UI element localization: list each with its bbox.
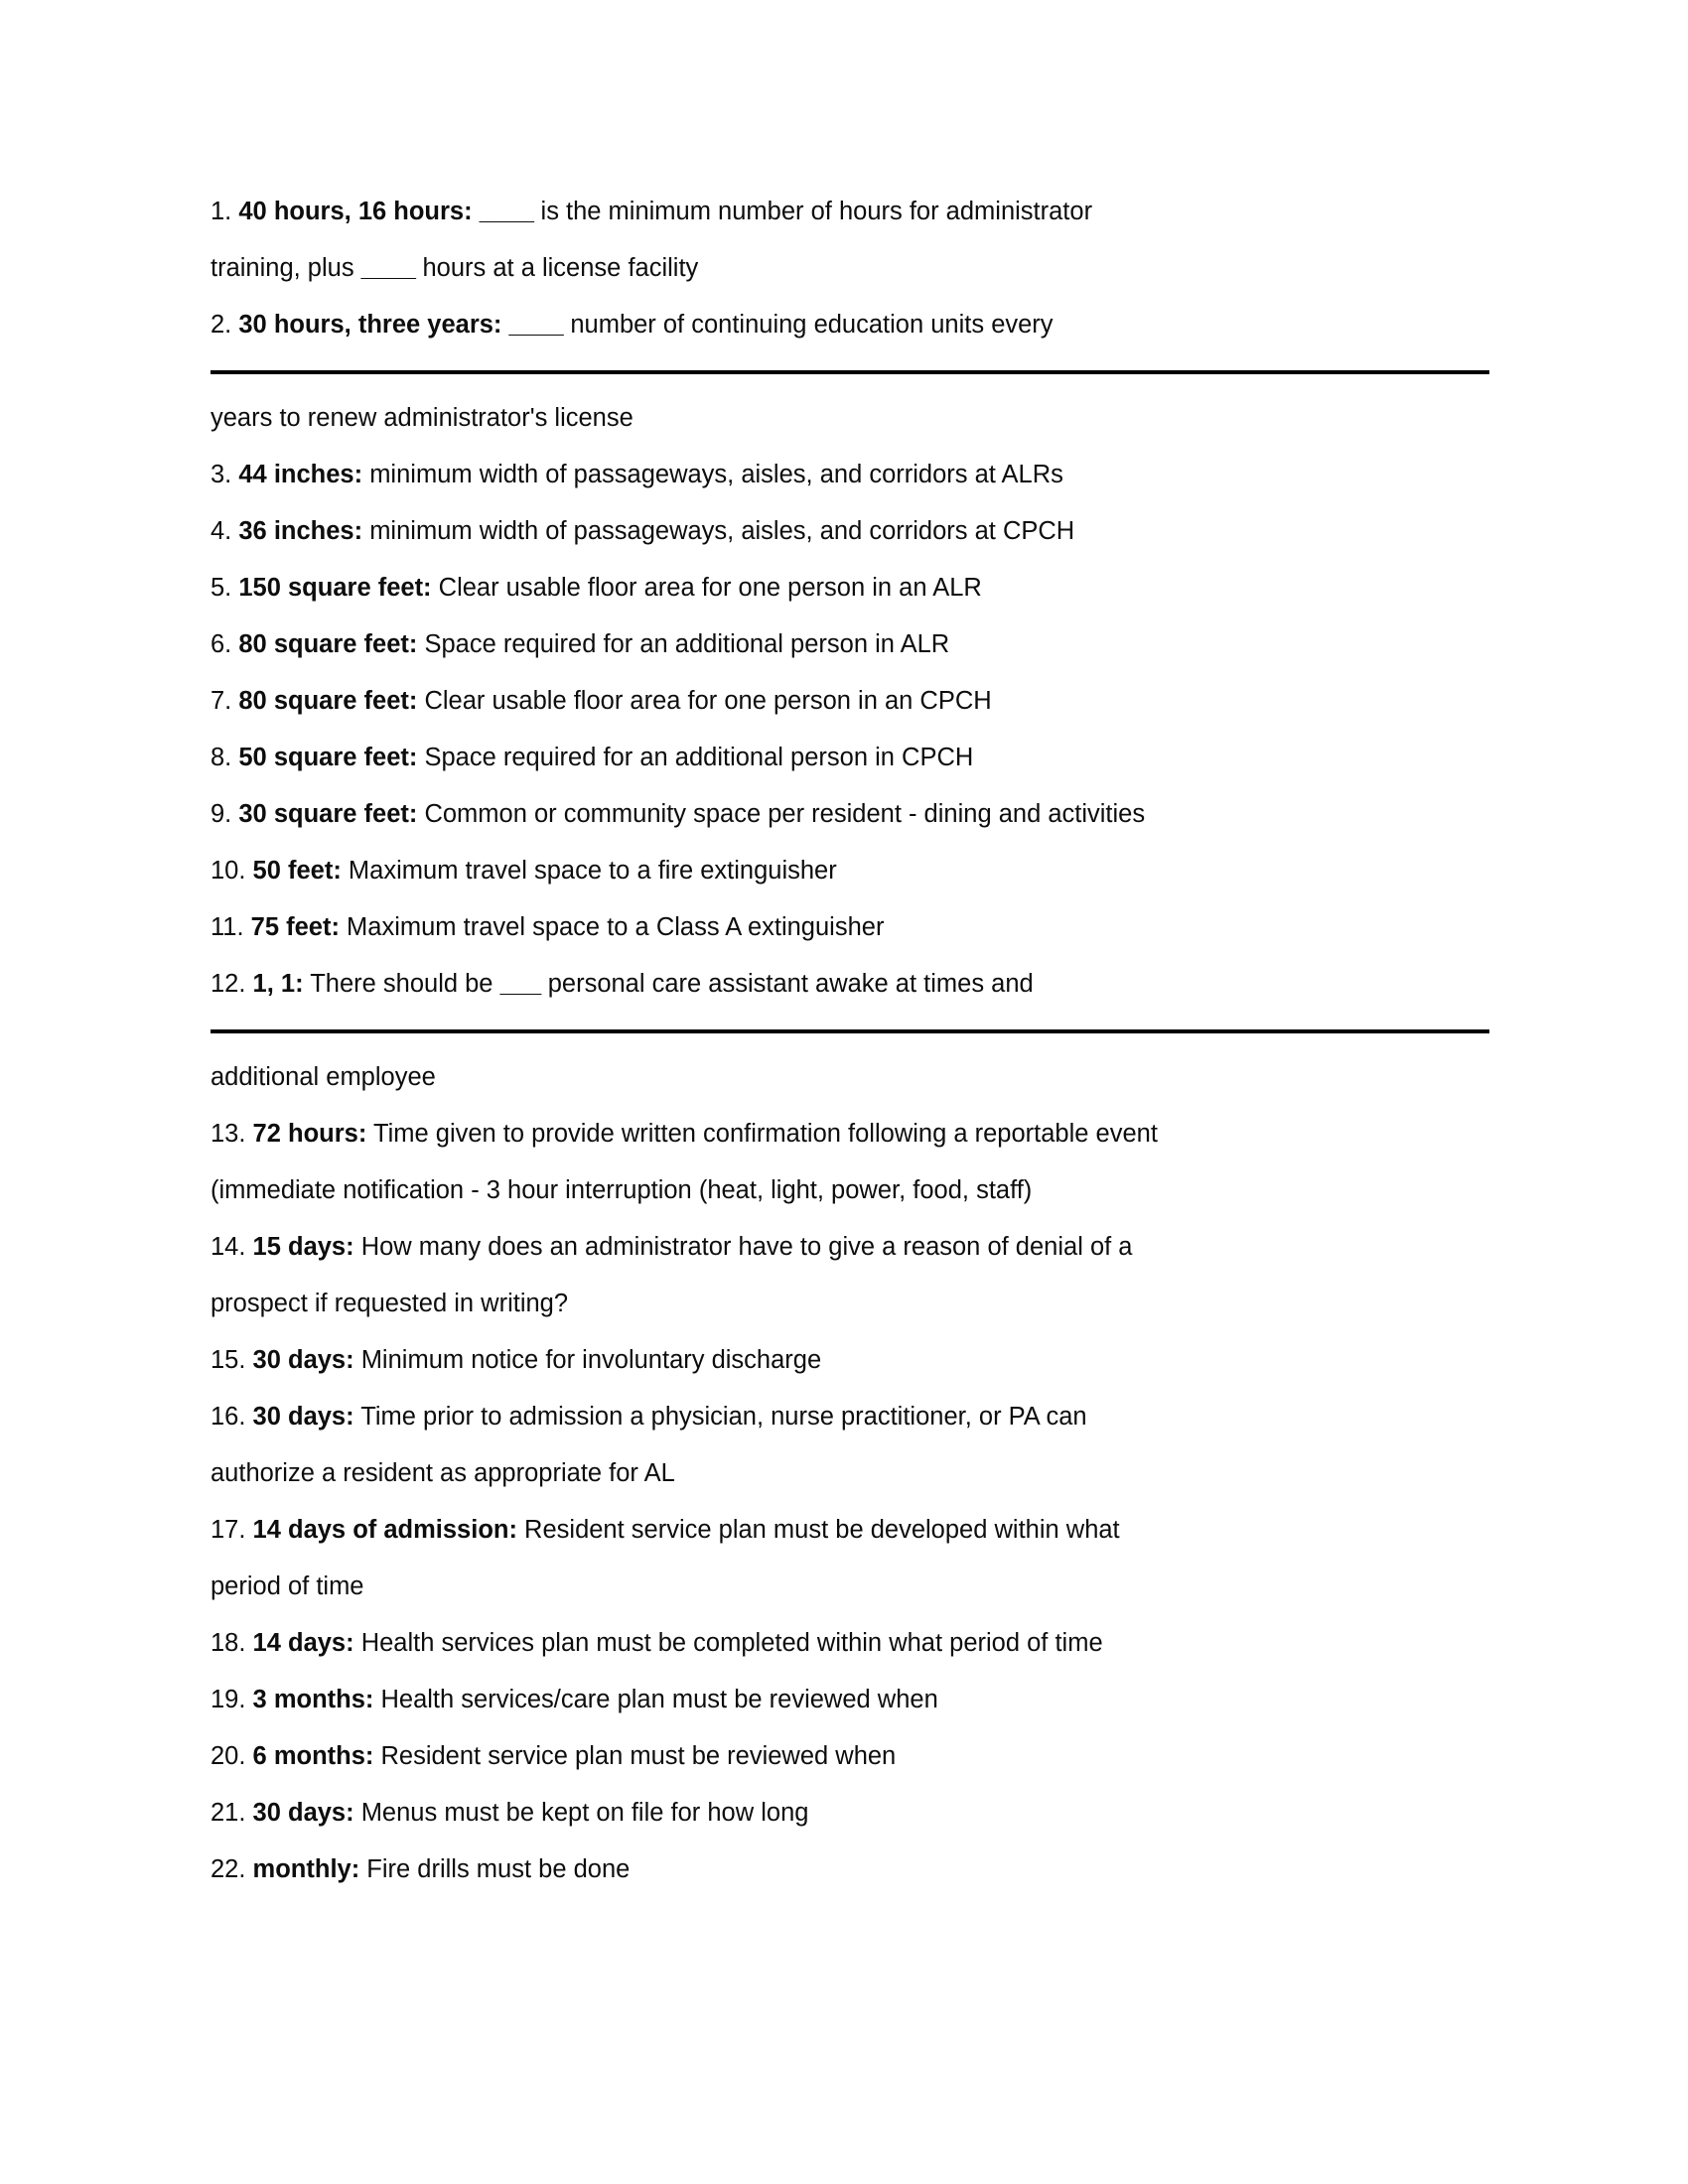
list-item-term: 6 months: (252, 1742, 374, 1770)
list-item-number: 20. (211, 1742, 246, 1770)
list-item-term: 40 hours, 16 hours: (238, 198, 473, 225)
list-item-definition: Health services plan must be completed within what period of time (353, 1629, 1103, 1657)
list-item-number: 15. (211, 1346, 246, 1374)
list-item-definition: Time prior to admission a physician, nurse practitioner, or PA can (353, 1403, 1087, 1431)
list-item (211, 843, 1489, 899)
list-item-definition: Resident service plan must be developed within what (516, 1516, 1120, 1544)
list-item-number: 16. (211, 1403, 246, 1431)
list-item (211, 616, 1489, 673)
list-item-number: 10. (211, 857, 246, 885)
continuation-text-pre: training, plus (211, 254, 361, 282)
list-item-number: 4. (211, 517, 232, 545)
list-item-term: 80 square feet: (238, 630, 418, 658)
list-item-term: 80 square feet: (238, 687, 418, 715)
list-item-number: 5. (211, 574, 232, 602)
list-item-definition: Resident service plan must be reviewed when (373, 1742, 897, 1770)
list-item-number: 9. (211, 800, 232, 828)
fill-in-blank: ____ (360, 254, 416, 282)
list-item-definition: Maximum travel space to a fire extinguisher (341, 857, 837, 885)
list-item-definition: Health services/care plan must be reviewed when (373, 1686, 938, 1713)
list-item (211, 1389, 1489, 1445)
list-item (211, 1728, 1489, 1785)
list-item-definition: Menus must be kept on file for how long (353, 1799, 809, 1827)
list-item-continuation: years to renew administrator's license (211, 404, 633, 432)
list-item-term: 30 square feet: (238, 800, 418, 828)
list-item-number: 6. (211, 630, 232, 658)
list-item-term: monthly: (252, 1855, 360, 1883)
list-item-continuation: period of time (211, 1572, 364, 1600)
list-item-number: 19. (211, 1686, 246, 1713)
list-item-number: 8. (211, 744, 232, 771)
list-item-number: 11. (211, 913, 244, 941)
list-item-definition: Time given to provide written confirmation following a reportable event (366, 1120, 1158, 1148)
list-item-definition: Clear usable floor area for one person in an ALR (431, 574, 982, 602)
list-item-definition: is the minimum number of hours for administrator (533, 198, 1093, 225)
list-item-term: 1, 1: (252, 970, 304, 998)
list-item-definition: Common or community space per resident - dining and activities (417, 800, 1146, 828)
list-item-number: 18. (211, 1629, 246, 1657)
list-item-number: 22. (211, 1855, 246, 1883)
list-item-number: 13. (211, 1120, 246, 1148)
list-item-term: 75 feet: (250, 913, 340, 941)
page-break-rule (211, 370, 1489, 374)
list-item (211, 730, 1489, 786)
list-item-term: 3 months: (252, 1686, 374, 1713)
list-item-number: 1. (211, 198, 232, 225)
list-item (211, 1332, 1489, 1389)
list-item (211, 786, 1489, 843)
list-item-term: 36 inches: (238, 517, 363, 545)
list-item-continuation: authorize a resident as appropriate for AL (211, 1459, 675, 1487)
list-item-number: 12. (211, 970, 246, 998)
list-item (211, 956, 1489, 1013)
list-item (211, 1502, 1489, 1559)
list-item (211, 1615, 1489, 1672)
fill-in-blank: ____ (508, 311, 564, 339)
list-item-term: 72 hours: (252, 1120, 367, 1148)
list-item-definition: Fire drills must be done (359, 1855, 631, 1883)
list-item-term: 50 feet: (252, 857, 342, 885)
fill-in-blank: ___ (499, 970, 541, 998)
list-item-definition: Minimum notice for involuntary discharge (353, 1346, 822, 1374)
list-item-term: 44 inches: (238, 461, 363, 488)
list-item-term: 30 hours, three years: (238, 311, 502, 339)
list-item-definition: minimum width of passageways, aisles, and corridors at ALRs (362, 461, 1063, 488)
list-item-number: 3. (211, 461, 232, 488)
list-item-term: 30 days: (252, 1346, 354, 1374)
list-item (211, 1672, 1489, 1728)
list-item (211, 1842, 1489, 1898)
list-item (211, 1106, 1489, 1162)
list-item (211, 899, 1489, 956)
list-item-continuation: additional employee (211, 1063, 436, 1091)
list-item-continuation: prospect if requested in writing? (211, 1290, 569, 1317)
list-item-term: 30 days: (252, 1799, 354, 1827)
list-item-number: 7. (211, 687, 232, 715)
list-item-term: 50 square feet: (238, 744, 418, 771)
list-item-term: 150 square feet: (238, 574, 432, 602)
list-item (211, 1785, 1489, 1842)
list-item (211, 447, 1489, 503)
list-item-definition-pre: There should be (303, 970, 500, 998)
list-item-definition: Maximum travel space to a Class A extinguisher (339, 913, 885, 941)
list-item-definition-post: personal care assistant awake at times and (540, 970, 1034, 998)
list-item (211, 560, 1489, 616)
list-item-definition: Clear usable floor area for one person in an CPCH (417, 687, 992, 715)
list-item-definition: How many does an administrator have to give a reason of denial of a (353, 1233, 1133, 1261)
list-item-number: 2. (211, 311, 232, 339)
list-item (211, 673, 1489, 730)
list-item-term: 30 days: (252, 1403, 354, 1431)
list-item-number: 14. (211, 1233, 246, 1261)
list-item-number: 21. (211, 1799, 246, 1827)
list-item-definition: number of continuing education units every (563, 311, 1054, 339)
list-item-continuation: (immediate notification - 3 hour interruption (heat, light, power, food, staff) (211, 1176, 1033, 1204)
page-break-rule (211, 1029, 1489, 1033)
list-item-definition: Space required for an additional person in CPCH (417, 744, 974, 771)
list-item-continuation (211, 240, 1489, 297)
list-item-number: 17. (211, 1516, 246, 1544)
list-item (211, 1219, 1489, 1276)
list-item-term: 15 days: (252, 1233, 354, 1261)
fill-in-blank: ____ (479, 198, 534, 225)
list-item-definition: minimum width of passageways, aisles, and corridors at CPCH (362, 517, 1075, 545)
list-item (211, 297, 1489, 353)
continuation-text-post: hours at a license facility (415, 254, 699, 282)
list-item (211, 503, 1489, 560)
list-item-definition: Space required for an additional person in ALR (417, 630, 950, 658)
list-item (211, 184, 1489, 240)
list-item-term: 14 days: (252, 1629, 354, 1657)
list-item-term: 14 days of admission: (252, 1516, 517, 1544)
